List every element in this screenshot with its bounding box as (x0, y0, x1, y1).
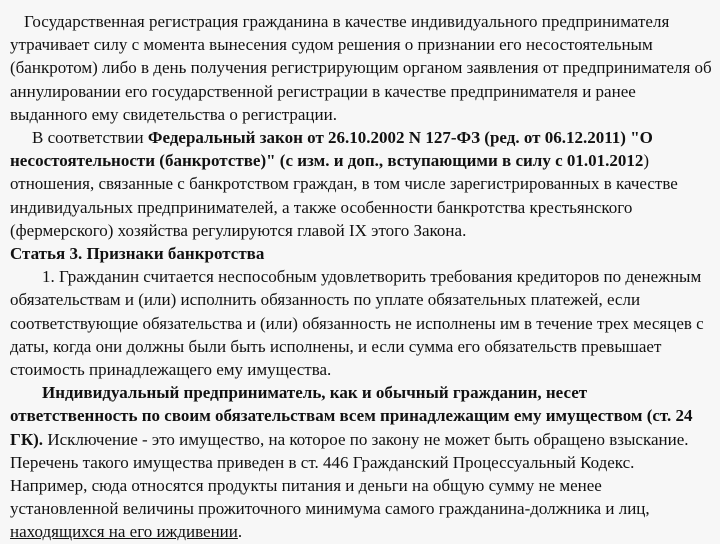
dependents-underlined: находящихся на его иждивении (10, 522, 238, 542)
law-reference-bold: Федеральный закон от 26.10.2002 N 127-ФЗ (ред. от 06.12.2011) "О несостоятельности (банкротстве)" (с изм. и доп., вступающими в силу с 01.01.2012 (10, 128, 653, 171)
liability-text-end: . (237, 522, 243, 542)
law-reference-prefix: В соответствии (32, 128, 148, 148)
liability-bold: Индивидуальный предприниматель, как и обычный гражданин, несет ответственность по своим обязательствам всем принадлежащим ему имуществом (ст. 24 ГК). (10, 383, 693, 449)
paragraph-registration-loss: Государственная регистрация гражданина в качестве индивидуального предпринимателя утрачивает силу с момента вынесения судом решения о признании его несостоятельным (банкротом) либо в день получения регистрирующим органом заявления от предпринимателя об аннулировании его государственной регистрации в качестве предпринимателя и ранее выданного ему свидетельства о регистрации. (10, 12, 712, 124)
liability-text-a: Исключение - это имущество, на которое по закону не может быть обращено взыскание. Перечень такого имущества приведен в ст. 446 Гражданский Процессуальный Кодекс. Например, сюда относятся продукты питания и деньги на общую сумму не менее установленной величины прожиточного минимума самого гражданина-должника и лиц, (10, 429, 689, 519)
paragraph-bankruptcy-signs: 1. Гражданин считается неспособным удовлетворить требования кредиторов по денежным обязательствам и (или) исполнить обязанность по уплате обязательных платежей, если соответствующие обязательства и (или) обязанность не исполнены им в течение трех месяцев с даты, когда они должны были быть исполнены, и если сумма его обязательств превышает стоимость принадлежащего ему имущества. (10, 267, 704, 380)
document-text (10, 10, 712, 544)
article-heading (10, 242, 712, 265)
paragraph-law-reference (10, 126, 712, 242)
paragraph-liability (10, 381, 712, 543)
law-reference-suffix: ) отношения, связанные с банкротством граждан, в том числе зарегистрированных в качестве индивидуальных предпринимателей, а также особенности банкротства крестьянского (фермерского) хозяйства регулируются главой IX этого Закона. (10, 151, 678, 240)
article-heading-text: Статья 3. Признаки банкротства (10, 244, 265, 264)
